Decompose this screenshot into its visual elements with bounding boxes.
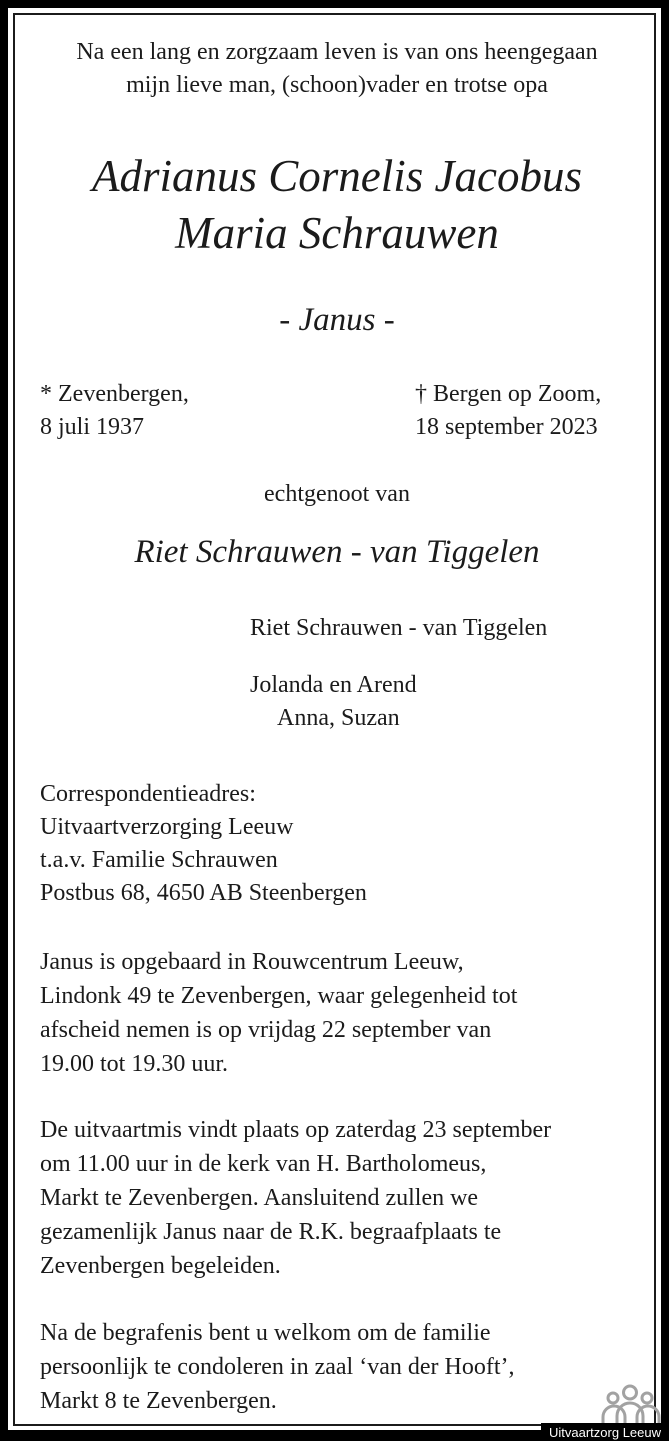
correspondence-address: [40, 778, 634, 910]
birth-place: * Zevenbergen,: [40, 381, 189, 407]
paragraph-line: Zevenbergen begeleiden.: [40, 1253, 281, 1279]
paragraph-line: 19.00 tot 19.30 uur.: [40, 1051, 229, 1077]
intro-line-1: Na een lang en zorgzaam leven is van ons heengegaan: [76, 39, 598, 65]
correspondence-attn: t.a.v. Familie Schrauwen: [40, 847, 278, 873]
announcement-content: [15, 15, 654, 1424]
spouse-label: echtgenoot van: [264, 481, 410, 507]
birth-info: [40, 378, 189, 444]
deceased-name: [40, 148, 634, 262]
death-place: † Bergen op Zoom,: [415, 381, 602, 407]
birth-date: 8 juli 1937: [40, 414, 145, 440]
paragraph-line: De uitvaartmis vindt plaats op zaterdag 23 september: [40, 1117, 552, 1143]
family-signatures: [250, 612, 634, 735]
intro-text: [40, 36, 634, 102]
correspondence-company: Uitvaartverzorging Leeuw: [40, 814, 294, 840]
birth-death-dates: [40, 378, 634, 444]
three-people-icon: [600, 1384, 662, 1428]
paragraph-line: gezamenlijk Janus naar de R.K. begraafplaats te: [40, 1219, 502, 1245]
funeral-home-brand-label: Uitvaartzorg Leeuw: [541, 1423, 667, 1441]
funeral-mass-paragraph: [40, 1113, 634, 1283]
paragraph-line: Janus is opgebaard in Rouwcentrum Leeuw,: [40, 949, 464, 975]
correspondence-postbox: Postbus 68, 4650 AB Steenbergen: [40, 880, 367, 906]
paragraph-line: Na de begrafenis bent u welkom om de familie: [40, 1320, 491, 1346]
family-signature-spouse: Riet Schrauwen - van Tiggelen: [250, 615, 548, 641]
family-signature-grandchildren: Anna, Suzan: [277, 705, 400, 731]
visitation-paragraph: [40, 945, 634, 1081]
announcement-paper: [8, 8, 661, 1430]
correspondence-heading: Correspondentieadres:: [40, 781, 256, 807]
spouse-name: Riet Schrauwen - van Tiggelen: [134, 534, 540, 570]
condolence-paragraph: [40, 1316, 634, 1418]
deceased-nickname: - Janus -: [279, 302, 395, 338]
intro-line-2: mijn lieve man, (schoon)vader en trotse opa: [126, 72, 548, 98]
death-date: 18 september 2023: [415, 414, 598, 440]
paragraph-line: Lindonk 49 te Zevenbergen, waar gelegenheid tot: [40, 983, 518, 1009]
paragraph-line: persoonlijk te condoleren in zaal ‘van der Hooft’,: [40, 1354, 515, 1380]
inner-border-frame: [13, 13, 656, 1426]
death-info: [415, 378, 634, 444]
paragraph-line: Markt 8 te Zevenbergen.: [40, 1388, 277, 1414]
deceased-name-line-1: Adrianus Cornelis Jacobus: [92, 151, 582, 201]
paragraph-line: om 11.00 uur in de kerk van H. Bartholomeus,: [40, 1151, 487, 1177]
family-signature-children: Jolanda en Arend: [250, 672, 417, 698]
paragraph-line: afscheid nemen is op vrijdag 22 september van: [40, 1017, 492, 1043]
paragraph-line: Markt te Zevenbergen. Aansluitend zullen we: [40, 1185, 479, 1211]
deceased-name-line-2: Maria Schrauwen: [175, 208, 499, 258]
